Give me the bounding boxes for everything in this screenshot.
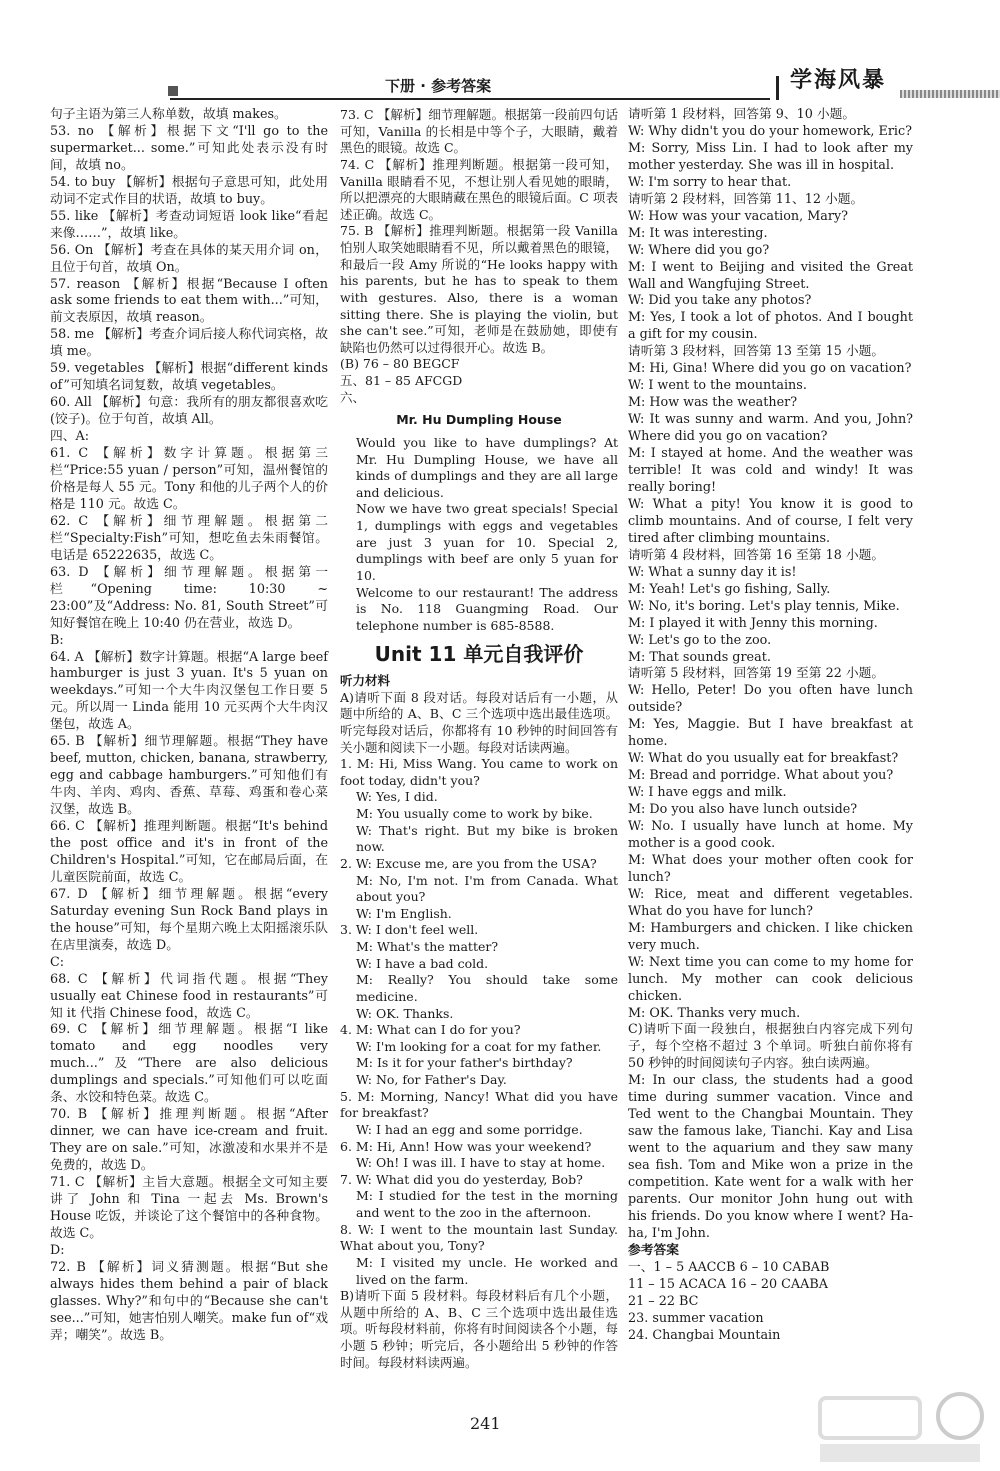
answer-line: W: I have eggs and milk. bbox=[628, 785, 787, 801]
answer-line: 61. C 【解析】数字计算题。根据第三栏“Price:55 yuan / person”可知，温州餐馆的价格是每人 55 元。Tony 和他的儿子两个人的价格是 110 元。故选 C。 bbox=[50, 446, 328, 512]
answer-line: M: How was the weather? bbox=[628, 395, 798, 411]
answer-line: 54. to buy 【解析】根据句子意思可知，此处用动词不定式作目的状语，故填 to buy。 bbox=[50, 174, 328, 207]
answer-line: M: Hi, Gina! Where did you go on vacation? bbox=[628, 361, 912, 377]
answer-line: W: I'm sorry to hear that. bbox=[628, 174, 792, 190]
answer-line: M: Really? You should take some medicine. bbox=[356, 972, 618, 1004]
answer-line: 6. M: Hi, Ann! How was your weekend? bbox=[340, 1138, 592, 1154]
answer-line: 8. W: I went to the mountain last Sunday. What about you, Tony? bbox=[340, 1221, 618, 1254]
page-header bbox=[0, 68, 1000, 104]
answer-line: W: Next time you can come to my home for lunch. My mother can cook delicious chicken. bbox=[628, 954, 913, 1004]
answer-line: 60. All 【解析】句意：我所有的朋友都很喜欢吃(饺子)。位于句首，故填 All。 bbox=[50, 395, 328, 428]
answer-line: 请听第 1 段材料，回答第 9、10 小题。 bbox=[628, 107, 856, 122]
answer-line: B)请听下面 5 段材料。每段材料后有几个小题，从题中所给的 A、B、C 三个选项中选出最佳选项。听每段材料前，你将有时间阅读各个小题，每小题 5 秒钟；听完后，各小题给出 5 秒钟的作答时间。每段材料读两遍。 bbox=[340, 1288, 618, 1370]
answer-line: W: How was your vacation, Mary? bbox=[628, 208, 848, 224]
answer-line: 一、1 – 5 AACCB 6 – 10 CABAB bbox=[628, 1259, 830, 1275]
answer-line: M: In our class, the students had a good time during summer vacation. Vince and Ted went to the Changbai Mountain. They saw the famous lake, Tianchi. Kay and Lisa went to the aquarium and they saw many sea fish. Tom and Mike won a prize in the competition. Kate went for a walk with her parents. Our monitor John hung out with his friends. Do you know where I went? Ha-ha, I'm John. bbox=[628, 1073, 913, 1241]
answer-line: M: No, I'm not. I'm from Canada. What about you? bbox=[356, 872, 618, 905]
answer-line: M: What does your mother often cook for lunch? bbox=[628, 852, 913, 885]
answer-line: M: I played it with Jenny this morning. bbox=[628, 615, 878, 631]
header-stripe bbox=[900, 90, 1000, 98]
answer-line: 3. W: I don't feel well. bbox=[340, 922, 479, 938]
answer-line: Unit 11 单元自我评价 bbox=[374, 642, 584, 667]
answer-line: M: Bread and porridge. What about you? bbox=[628, 768, 894, 784]
answer-line: M: Do you also have lunch outside? bbox=[628, 802, 858, 818]
answer-line: Mr. Hu Dumpling House bbox=[396, 412, 562, 428]
answer-line: 参考答案 bbox=[628, 1242, 679, 1258]
answer-line: M: Yeah! Let's go fishing, Sally. bbox=[628, 581, 831, 597]
answer-line: W: What a pity! You know it is good to climb mountains. And of course, I felt very tired after climbing mountains. bbox=[628, 496, 913, 546]
answer-line: W: No, it's boring. Let's play tennis, Mike. bbox=[628, 598, 900, 614]
answer-column-3 bbox=[628, 107, 913, 1345]
answer-line: 73. C 【解析】细节理解题。根据第一段前四句话可知，Vanilla 的长相是中等个子，大眼睛，戴着黑色的眼镜。故选 C。 bbox=[340, 107, 618, 156]
answer-line: 5. M: Morning, Nancy! What did you have for breakfast? bbox=[340, 1088, 618, 1121]
answer-line: 21 – 22 BC bbox=[628, 1293, 699, 1309]
header-square-mark bbox=[168, 86, 178, 96]
answer-line: B: bbox=[50, 632, 64, 648]
answer-line: C: bbox=[50, 954, 65, 970]
answer-line: 68. C 【解析】代词指代题。根据“They usually eat Chinese food in restaurants”可知 it 代指 Chinese food，故选 C。 bbox=[50, 971, 328, 1021]
answer-line: M: I visited my uncle. He worked and lived on the farm. bbox=[356, 1254, 618, 1287]
answer-line: W: OK. Thanks. bbox=[356, 1005, 454, 1021]
answer-line: 五、81 – 85 AFCGD bbox=[340, 373, 463, 388]
answer-line: W: That's right. But my bike is broken now. bbox=[356, 822, 618, 855]
answer-line: 62. C 【解析】细节理解题。根据第二栏“Specialty:Fish”可知，想吃鱼去朱雨餐馆。电话是 65222635，故选 C。 bbox=[50, 513, 328, 563]
answer-line: 请听第 4 段材料，回答第 16 至第 18 小题。 bbox=[628, 547, 885, 563]
header-brand: 学海风暴 bbox=[790, 68, 887, 93]
answer-line: 六、 bbox=[340, 389, 366, 405]
answer-line: 请听第 3 段材料，回答第 13 至第 15 小题。 bbox=[628, 344, 885, 360]
answer-line: 23. summer vacation bbox=[628, 1310, 764, 1326]
answer-line: 67. D 【解析】细节理解题。根据“every Saturday evening Sun Rock Band plays in the house”可知，每个星期六晚上太阳摇滚乐队在店里演奏，故选 D。 bbox=[50, 886, 328, 953]
header-rule bbox=[170, 98, 770, 100]
answer-line: 65. B 【解析】细节理解题。根据“They have beef, mutton, chicken, banana, strawberry, egg and cabbage hamburgers.”可知他们有牛肉、羊肉、鸡肉、香蕉、草莓、鸡蛋和卷心菜汉堡，故选 B。 bbox=[50, 734, 328, 818]
answer-line: W: What a sunny day it is! bbox=[628, 564, 797, 580]
answer-line: 56. On 【解析】考查在具体的某天用介词 on，且位于句首，故填 On。 bbox=[50, 242, 328, 275]
answer-line: 71. C 【解析】主旨大意题。根据全文可知主要讲了 John 和 Tina 一起去 Ms. Brown's House 吃饭，并谈论了这个餐馆中的各种食物。故选 C。 bbox=[50, 1175, 328, 1241]
answer-line: 58. me 【解析】考查介词后接人称代词宾格，故填 me。 bbox=[50, 327, 328, 360]
answer-line: 69. C 【解析】细节理解题。根据“I like tomato and egg noodles very much...”及“There are also delicious dumplings and specials.”可知他们可以吃面条、水饺和特色菜。故选 C。 bbox=[50, 1022, 328, 1106]
answer-line: W: I'm English. bbox=[356, 905, 452, 921]
answer-line: M: I stayed at home. And the weather was terrible! It was cold and windy! It was really boring! bbox=[628, 446, 913, 495]
header-divider bbox=[776, 76, 779, 100]
answer-line: 55. like 【解析】考查动词短语 look like“看起来像……”，故填 like。 bbox=[50, 208, 328, 241]
answer-line: 74. C 【解析】推理判断题。根据第一段可知，Vanilla 眼睛看不见，不想让别人看见她的眼睛，所以把漂亮的大眼睛藏在黑色的眼镜后面。C 项表述正确。故选 C。 bbox=[340, 156, 618, 222]
answer-line: 24. Changbai Mountain bbox=[628, 1327, 781, 1343]
answer-line: W: Let's go to the zoo. bbox=[628, 632, 772, 648]
answer-line: 1. M: Hi, Miss Wang. You came to work on foot today, didn't you? bbox=[340, 756, 618, 788]
answer-line: Welcome to our restaurant! The address is No. 118 Guangming Road. Our telephone number is 685-8588. bbox=[356, 584, 618, 633]
answer-line: C)请听下面一段独白，根据独白内容完成下列句子，每个空格不超过 3 个单词。听独白前你将有 50 秒钟的时间阅读句子内容。独白读两遍。 bbox=[628, 1022, 913, 1072]
answer-line: Would you like to have dumplings? At Mr. Hu Dumpling House, we have all kinds of dumplings and they are all large and delicious. bbox=[356, 434, 618, 500]
answer-line: W: No. I usually have lunch at home. My mother is a good cook. bbox=[628, 819, 913, 851]
answer-line: 70. B 【解析】推理判断题。根据“After dinner, we can have ice-cream and fruit. They are on sale.”可知，冰激凌和水果并不是免费的，故选 D。 bbox=[50, 1107, 328, 1174]
answer-line: M: Yes, Maggie. But I have breakfast at home. bbox=[628, 717, 913, 750]
answer-line: W: Oh! I was ill. I have to stay at home. bbox=[356, 1155, 606, 1171]
answer-line: W: Yes, I did. bbox=[356, 789, 438, 805]
answer-line: W: I went to the mountains. bbox=[628, 378, 807, 394]
answer-line: M: It was interesting. bbox=[628, 225, 768, 241]
answer-line: Now we have two great specials! Special 1, dumplings with eggs and vegetables are just 3 yuan for 10. Special 2, dumplings with beef are only 5 yuan for 10. bbox=[356, 501, 618, 583]
answer-line: W: Did you take any photos? bbox=[628, 293, 812, 309]
answer-line: A)请听下面 8 段对话。每段对话后有一小题，从题中所给的 A、B、C 三个选项中选出最佳选项。听完每段对话后，你都将有 10 秒钟的时间回答有关小题和阅读下一小题。每段对话读两遍。 bbox=[340, 689, 618, 755]
answer-line: W: Rice, meat and different vegetables. What do you have for lunch? bbox=[628, 886, 913, 919]
answer-line: 63. D 【解析】细节理解题。根据第一栏“Opening time: 10:30 ~ 23:00”及“Address: No. 81, South Street”可知好餐馆在晚上 10:40 仍在营业，故选 D。 bbox=[50, 564, 328, 631]
answer-line: 4. M: What can I do for you? bbox=[340, 1022, 521, 1038]
answer-line: (B) 76 – 80 BEGCF bbox=[340, 356, 460, 372]
answer-line: D: bbox=[50, 1242, 65, 1258]
answer-line: W: What do you usually eat for breakfast? bbox=[628, 751, 899, 767]
answer-line: M: Yes, I took a lot of photos. And I bought a gift for my cousin. bbox=[628, 310, 913, 343]
answer-line: M: Hamburgers and chicken. I like chicken very much. bbox=[628, 920, 913, 953]
answer-line: M: I studied for the test in the morning and went to the zoo in the afternoon. bbox=[356, 1188, 618, 1220]
watermark-logo bbox=[810, 1388, 990, 1468]
answer-line: M: OK. Thanks very much. bbox=[628, 1005, 801, 1021]
answer-column-1 bbox=[50, 107, 328, 1345]
answer-line: W: Why didn't you do your homework, Eric? bbox=[628, 123, 912, 139]
answer-line: W: I had an egg and some porridge. bbox=[356, 1121, 583, 1137]
answer-line: M: I went to Beijing and visited the Great Wall and Wangfujing Street. bbox=[628, 259, 913, 292]
answer-line: 请听第 5 段材料，回答第 19 至第 22 小题。 bbox=[628, 666, 885, 682]
header-title: 下册 · 参考答案 bbox=[385, 77, 492, 95]
answer-line: 66. C 【解析】推理判断题。根据“It's behind the post office and it's in front of the Children's Hospital.”可知，它在邮局后面，在儿童医院前面，故选 C。 bbox=[50, 819, 328, 885]
answer-line: 11 – 15 ACACA 16 – 20 CAABA bbox=[628, 1276, 828, 1292]
answer-line: 57. reason 【解析】根据“Because I often ask some friends to eat them with...”可知，前文表原因，故填 reason。 bbox=[50, 276, 328, 326]
answer-line: 64. A 【解析】数字计算题。根据“A large beef hamburger is just 3 yuan. It's 5 yuan on weekdays.”可知一个大牛肉汉堡包工作日要 5 元。所以周一 Linda 能用 10 元买两个大牛肉汉堡包，故选 A。 bbox=[50, 649, 328, 733]
answer-line: W: It was sunny and warm. And you, John? Where did you go on vacation? bbox=[628, 412, 913, 445]
answer-line: 7. W: What did you do yesterday, Bob? bbox=[340, 1171, 583, 1187]
answer-line: 53. no 【解析】根据下文“I'll go to the supermarket... some.”可知此处表示没有时间，故填 no。 bbox=[50, 123, 328, 173]
answer-line: 72. B 【解析】词义猜测题。根据“But she always hides them behind a pair of black glasses. Why?”和句中的“Because she can't see...”可知，她害怕别人嘲笑。make fun of“戏弄；嘲笑”。故选 B。 bbox=[50, 1259, 328, 1343]
page-number: 241 bbox=[470, 1414, 501, 1433]
answer-line: 句子主语为第三人称单数，故填 makes。 bbox=[50, 107, 287, 122]
answer-line: M: Sorry, Miss Lin. I had to look after my mother yesterday. She was ill in hospital. bbox=[628, 140, 913, 173]
answer-line: W: No, for Father's Day. bbox=[356, 1072, 507, 1087]
answer-line: 听力材料 bbox=[340, 673, 391, 688]
answer-line: M: Is it for your father's birthday? bbox=[356, 1055, 573, 1071]
answer-line: 四、A: bbox=[50, 429, 90, 445]
answer-line: W: Where did you go? bbox=[628, 242, 770, 258]
answer-line: M: What's the matter? bbox=[356, 939, 499, 954]
answer-line: 59. vegetables 【解析】根据“different kinds of”可知填名词复数，故填 vegetables。 bbox=[50, 361, 328, 394]
answer-line: W: I'm looking for a coat for my father. bbox=[356, 1038, 602, 1054]
answer-line: M: That sounds great. bbox=[628, 649, 771, 665]
answer-line: M: You usually come to work by bike. bbox=[356, 806, 593, 821]
answer-line: W: Hello, Peter! Do you often have lunch outside? bbox=[628, 683, 913, 716]
answer-column-2 bbox=[340, 107, 618, 1371]
answer-line: W: I have a bad cold. bbox=[356, 955, 489, 971]
answer-line: 2. W: Excuse me, are you from the USA? bbox=[340, 855, 597, 871]
answer-line: 75. B 【解析】推理判断题。根据第一段 Vanilla 怕别人取笑她眼睛看不见，所以戴着黑色的眼镜，和最后一段 Amy 所说的“He looks happy with his parents, but he has to speak to them with gestures. Also, there is a woman sitting there. She is playing the violin, but she can't see.”可知，老师是在鼓励她，即使有缺陷也仍然可以过得很开心。故选 B。 bbox=[340, 223, 618, 355]
answer-line: 请听第 2 段材料，回答第 11、12 小题。 bbox=[628, 191, 864, 207]
